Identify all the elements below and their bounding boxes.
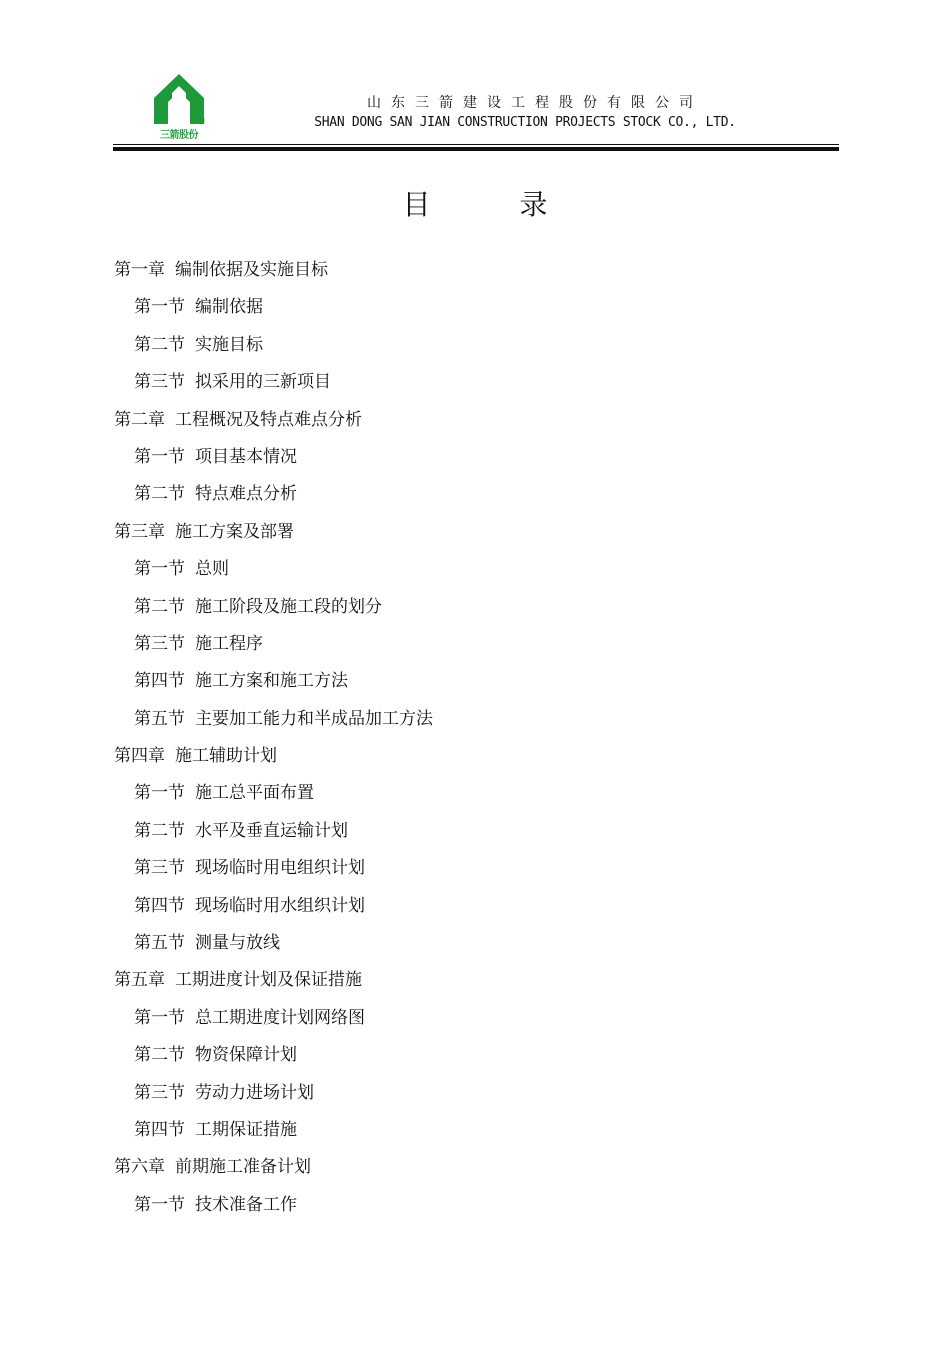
toc-chapter-entry[interactable]: [114, 962, 834, 999]
toc-entry-title: 物资保障计划: [195, 1045, 297, 1066]
toc-chapter-entry[interactable]: [114, 402, 834, 439]
toc-entry-number: 第五章: [114, 970, 165, 991]
toc-entry-number: 第三章: [114, 521, 165, 542]
toc-entry-number: 第一节: [134, 297, 185, 318]
toc-entry-title: 施工阶段及施工段的划分: [195, 596, 382, 617]
toc-entry-number: 第五节: [134, 708, 185, 729]
toc-entry-title: 总工期进度计划网络图: [195, 1007, 365, 1028]
toc-section-entry[interactable]: [114, 476, 834, 513]
toc-section-entry[interactable]: [114, 663, 834, 700]
toc-entry-number: 第六章: [114, 1157, 165, 1178]
toc-entry-title: 编制依据及实施目标: [175, 260, 328, 280]
toc-entry-title: 现场临时用电组织计划: [195, 858, 365, 879]
toc-entry-number: 第一节: [134, 559, 185, 580]
toc-entry-number: 第一节: [134, 783, 185, 804]
toc-entry-title: 编制依据: [195, 297, 263, 318]
toc-section-entry[interactable]: [114, 327, 834, 364]
table-of-contents: [114, 252, 834, 1224]
toc-section-entry[interactable]: [114, 589, 834, 626]
toc-entry-number: 第四章: [114, 746, 165, 767]
header-rule-thin: [113, 144, 839, 145]
toc-entry-number: 第二节: [134, 484, 185, 505]
toc-chapter-entry[interactable]: [114, 514, 834, 551]
toc-section-entry[interactable]: [114, 1000, 834, 1037]
toc-entry-number: 第二节: [134, 334, 185, 355]
toc-section-entry[interactable]: [114, 1037, 834, 1074]
toc-section-entry[interactable]: [114, 551, 834, 588]
toc-section-entry[interactable]: [114, 775, 834, 812]
toc-entry-number: 第二节: [134, 1045, 185, 1066]
toc-entry-title: 项目基本情况: [195, 446, 297, 467]
toc-entry-number: 第三节: [134, 372, 185, 393]
company-logo: [150, 72, 208, 140]
company-name-en: SHAN DONG SAN JIAN CONSTRUCTION PROJECTS STOCK CO., LTD.: [314, 115, 736, 130]
toc-section-entry[interactable]: [114, 813, 834, 850]
toc-section-entry[interactable]: [114, 850, 834, 887]
toc-section-entry[interactable]: [114, 1187, 834, 1224]
toc-entry-title: 拟采用的三新项目: [195, 372, 331, 393]
toc-entry-number: 第四节: [134, 671, 185, 692]
toc-entry-number: 第二节: [134, 820, 185, 841]
toc-entry-title: 实施目标: [195, 334, 263, 355]
toc-entry-title: 水平及垂直运输计划: [195, 820, 348, 841]
toc-entry-number: 第四节: [134, 895, 185, 916]
toc-chapter-entry[interactable]: [114, 252, 834, 289]
logo-text: 三箭股份: [160, 130, 198, 141]
toc-entry-title: 测量与放线: [195, 933, 280, 954]
toc-entry-number: 第一章: [114, 260, 165, 280]
toc-entry-number: 第一节: [134, 1007, 185, 1028]
toc-section-entry[interactable]: [114, 364, 834, 401]
toc-entry-title: 施工程序: [195, 633, 263, 654]
toc-entry-title: 工期进度计划及保证措施: [175, 970, 362, 991]
toc-section-entry[interactable]: [114, 1112, 834, 1149]
toc-entry-title: 施工总平面布置: [195, 783, 314, 804]
toc-section-entry[interactable]: [114, 925, 834, 962]
toc-entry-title: 主要加工能力和半成品加工方法: [195, 708, 433, 729]
toc-entry-title: 现场临时用水组织计划: [195, 895, 365, 916]
toc-entry-number: 第三节: [134, 633, 185, 654]
toc-entry-number: 第三节: [134, 1082, 185, 1103]
toc-entry-title: 施工方案及部署: [175, 521, 294, 542]
toc-entry-title: 劳动力进场计划: [195, 1082, 314, 1103]
toc-entry-number: 第二节: [134, 596, 185, 617]
toc-entry-title: 技术准备工作: [195, 1194, 297, 1215]
toc-entry-number: 第一节: [134, 1194, 185, 1215]
toc-section-entry[interactable]: [114, 626, 834, 663]
toc-section-entry[interactable]: [114, 1075, 834, 1112]
toc-chapter-entry[interactable]: [114, 738, 834, 775]
toc-entry-title: 总则: [195, 559, 229, 580]
toc-entry-number: 第三节: [134, 858, 185, 879]
toc-section-entry[interactable]: [114, 888, 834, 925]
toc-entry-title: 特点难点分析: [195, 484, 297, 505]
company-name-cn: 山东三箭建设工程股份有限公司: [367, 95, 703, 111]
toc-entry-title: 施工辅助计划: [175, 746, 277, 767]
toc-entry-number: 第二章: [114, 409, 165, 430]
toc-section-entry[interactable]: [114, 289, 834, 326]
registered-mark: ®: [198, 116, 206, 125]
header-rule-thick: [113, 147, 839, 151]
toc-entry-title: 工期保证措施: [195, 1119, 297, 1140]
toc-entry-number: 第一节: [134, 446, 185, 467]
toc-section-entry[interactable]: [114, 701, 834, 738]
toc-entry-number: 第四节: [134, 1119, 185, 1140]
toc-section-entry[interactable]: [114, 439, 834, 476]
toc-chapter-entry[interactable]: [114, 1149, 834, 1186]
toc-entry-title: 前期施工准备计划: [175, 1157, 311, 1178]
toc-entry-title: 工程概况及特点难点分析: [175, 409, 362, 430]
toc-title: 目 录: [402, 188, 588, 221]
toc-entry-number: 第五节: [134, 933, 185, 954]
toc-entry-title: 施工方案和施工方法: [195, 671, 348, 692]
